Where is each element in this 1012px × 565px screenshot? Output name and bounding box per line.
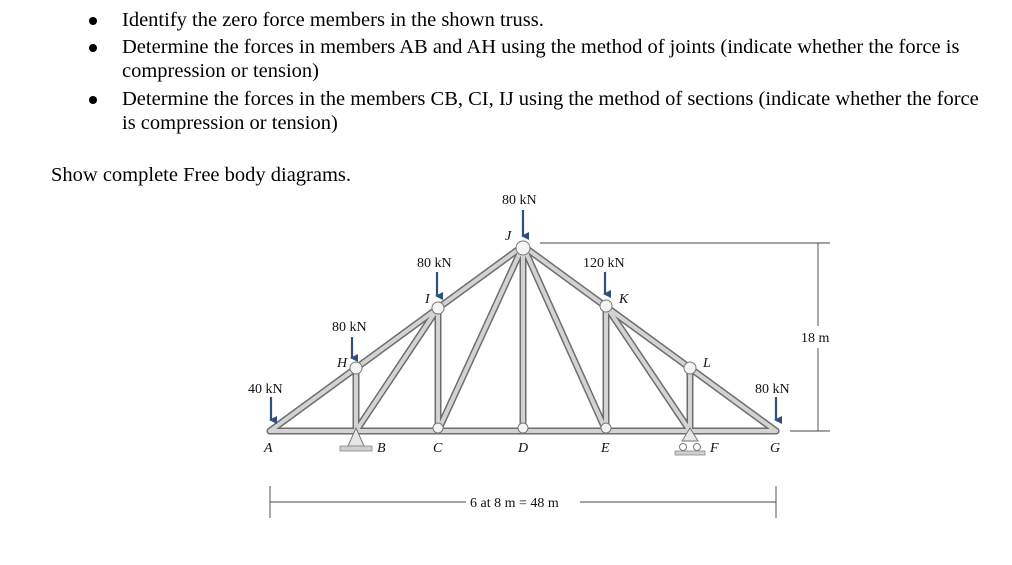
joint-label-a: A (264, 441, 273, 456)
joint-label-f: F (710, 441, 719, 456)
load-label-h: 80 kN (332, 320, 367, 335)
bullet-text: Determine the forces in members AB and AH using the method of joints (indicate whether the force is compression or tension) (122, 36, 960, 82)
bullet-text: Determine the forces in the members CB, CI, IJ using the method of sections (indicate whether the force is compression or tension) (122, 88, 979, 134)
joint-c-pin (433, 423, 443, 433)
load-label-k: 120 kN (583, 256, 625, 271)
joint-d-pin (518, 423, 528, 433)
joint-label-d: D (518, 441, 529, 456)
joint-label-k: K (619, 292, 629, 307)
load-label-g: 80 kN (755, 382, 790, 397)
joint-h-pin (350, 362, 362, 374)
load-label-i: 80 kN (417, 256, 452, 271)
instruction-text: Show complete Free body diagrams. (51, 164, 352, 186)
joint-label-l: L (703, 356, 711, 371)
joint-label-c: C (433, 441, 443, 456)
joint-l-pin (684, 362, 696, 374)
joint-label-j: J (505, 229, 512, 244)
span-dimension-label: 6 at 8 m = 48 m (470, 496, 559, 511)
bullet-text: Identify the zero force members in the shown truss. (122, 9, 544, 31)
joint-label-g: G (770, 441, 781, 456)
joint-i-pin (432, 302, 444, 314)
joint-e-pin (601, 423, 611, 433)
joint-label-e: E (601, 441, 610, 456)
joint-j-pin (516, 241, 530, 255)
load-label-a: 40 kN (248, 382, 283, 397)
joint-label-i: I (425, 292, 430, 307)
load-label-j: 80 kN (502, 193, 537, 208)
joint-k-pin (600, 300, 612, 312)
height-dimension-label: 18 m (801, 331, 830, 346)
joint-label-b: B (377, 441, 386, 456)
truss-members (270, 246, 776, 431)
height-dimension (540, 243, 830, 431)
joint-label-h: H (337, 356, 348, 371)
